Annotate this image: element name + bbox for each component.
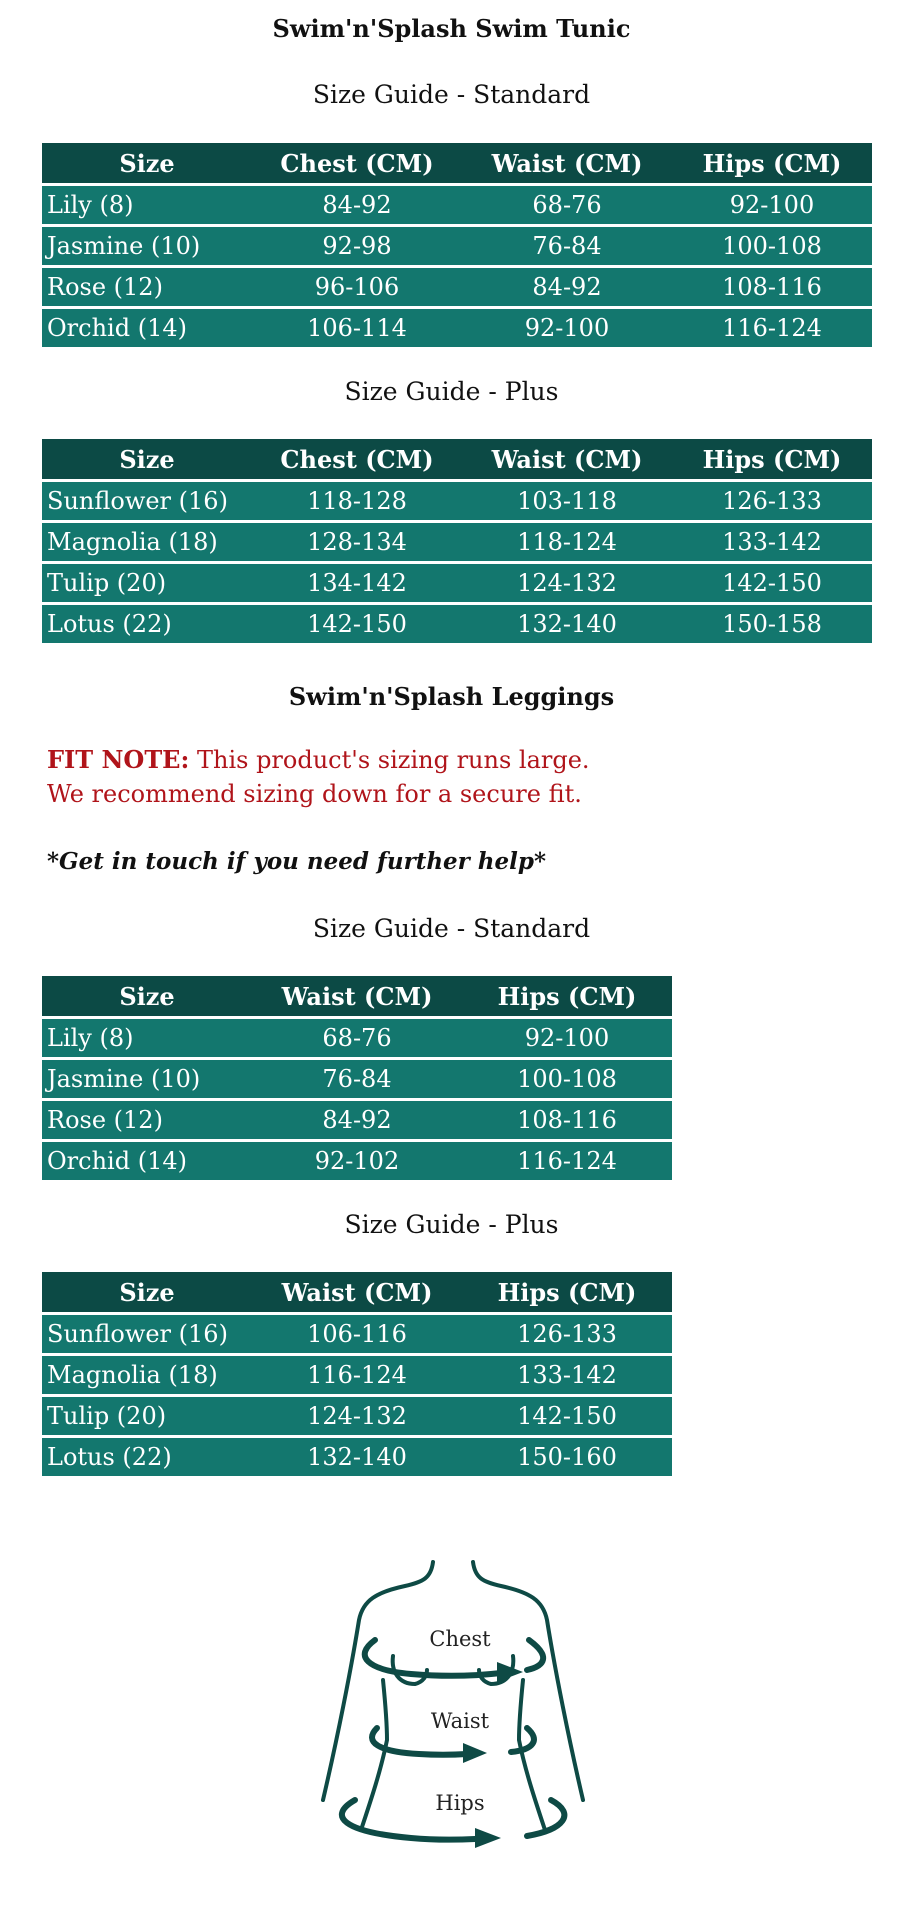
column-header: Size (42, 143, 252, 183)
waist-cell: 118-124 (462, 523, 672, 561)
hips-cell: 126-133 (462, 1315, 672, 1353)
size-cell: Lily (8) (42, 186, 252, 224)
column-header: Size (42, 976, 252, 1016)
waist-cell: 132-140 (252, 1438, 462, 1476)
left-waist-hip-line (361, 1680, 387, 1830)
size-cell: Orchid (14) (42, 1142, 252, 1180)
hips-cell: 142-150 (672, 564, 872, 602)
left-body-outline (323, 1562, 433, 1800)
waist-ring-side (511, 1728, 534, 1752)
column-header: Chest (CM) (252, 439, 462, 479)
table-row (42, 309, 872, 347)
size-cell: Sunflower (16) (42, 1315, 252, 1353)
waist-cell: 124-132 (462, 564, 672, 602)
waist-arrow-icon (463, 1743, 487, 1763)
hips-cell: 108-116 (672, 268, 872, 306)
size-cell: Tulip (20) (42, 564, 252, 602)
waist-cell: 124-132 (252, 1397, 462, 1435)
size-cell: Magnolia (18) (42, 1356, 252, 1394)
table-row (42, 227, 872, 265)
hips-cell: 108-116 (462, 1101, 672, 1139)
column-header: Size (42, 439, 252, 479)
hips-cell: 92-100 (672, 186, 872, 224)
column-header: Waist (CM) (252, 1272, 462, 1312)
waist-cell: 68-76 (252, 1019, 462, 1057)
leggings-standard-heading: Size Guide - Standard (312, 914, 591, 943)
table-row (42, 1438, 672, 1476)
chest-cell: 84-92 (252, 186, 462, 224)
waist-cell: 76-84 (462, 227, 672, 265)
hips-label: Hips (435, 1791, 485, 1815)
chest-cell: 106-114 (252, 309, 462, 347)
size-cell: Rose (12) (42, 1101, 252, 1139)
column-header: Hips (CM) (462, 976, 672, 1016)
help-text: *Get in touch if you need further help* (47, 848, 547, 875)
table-row (42, 1060, 672, 1098)
table-header-row (42, 976, 672, 1016)
tunic-standard-heading: Size Guide - Standard (312, 80, 591, 109)
hips-cell: 150-158 (672, 605, 872, 643)
table-row (42, 186, 872, 224)
waist-label: Waist (430, 1709, 490, 1733)
table-row (42, 1356, 672, 1394)
waist-cell: 76-84 (252, 1060, 462, 1098)
hips-cell: 133-142 (672, 523, 872, 561)
hips-cell: 142-150 (462, 1397, 672, 1435)
size-cell: Magnolia (18) (42, 523, 252, 561)
leggings-plus-heading: Size Guide - Plus (344, 1210, 559, 1239)
tunic-title: Swim'n'Splash Swim Tunic (272, 14, 631, 43)
size-cell: Jasmine (10) (42, 1060, 252, 1098)
tunic-standard-table (42, 140, 872, 350)
chest-arrow-icon (497, 1662, 523, 1682)
column-header: Hips (CM) (672, 143, 872, 183)
column-header: Waist (CM) (462, 439, 672, 479)
fit-note-label: FIT NOTE: (47, 745, 190, 774)
right-waist-hip-line (519, 1680, 545, 1830)
hips-cell: 116-124 (672, 309, 872, 347)
waist-cell: 84-92 (462, 268, 672, 306)
right-body-outline (473, 1562, 583, 1800)
body-outline (323, 1562, 583, 1830)
table-row (42, 523, 872, 561)
chest-cell: 134-142 (252, 564, 462, 602)
tunic-plus-heading: Size Guide - Plus (344, 377, 559, 406)
hips-cell: 150-160 (462, 1438, 672, 1476)
fit-note (47, 743, 847, 811)
body-measurement-diagram (315, 1560, 605, 1880)
table-row (42, 268, 872, 306)
table-row (42, 564, 872, 602)
size-cell: Sunflower (16) (42, 482, 252, 520)
size-cell: Tulip (20) (42, 1397, 252, 1435)
waist-cell: 92-100 (462, 309, 672, 347)
table-header-row (42, 439, 872, 479)
waist-cell: 106-116 (252, 1315, 462, 1353)
chest-cell: 96-106 (252, 268, 462, 306)
hips-arrow-icon (475, 1828, 501, 1848)
chest-cell: 92-98 (252, 227, 462, 265)
hips-cell: 133-142 (462, 1356, 672, 1394)
size-cell: Lily (8) (42, 1019, 252, 1057)
size-cell: Jasmine (10) (42, 227, 252, 265)
column-header: Hips (CM) (672, 439, 872, 479)
table-header-row (42, 143, 872, 183)
chest-cell: 118-128 (252, 482, 462, 520)
table-header-row (42, 1272, 672, 1312)
table-row (42, 605, 872, 643)
leggings-plus-table (42, 1269, 672, 1479)
waist-cell: 92-102 (252, 1142, 462, 1180)
size-cell: Rose (12) (42, 268, 252, 306)
leggings-standard-table (42, 973, 672, 1183)
chest-ring-side (527, 1640, 543, 1670)
leggings-title: Swim'n'Splash Leggings (288, 682, 615, 711)
waist-cell: 103-118 (462, 482, 672, 520)
column-header: Chest (CM) (252, 143, 462, 183)
chest-cell: 142-150 (252, 605, 462, 643)
size-cell: Lotus (22) (42, 1438, 252, 1476)
hips-cell: 116-124 (462, 1142, 672, 1180)
hips-ring-side (527, 1800, 564, 1836)
chest-cell: 128-134 (252, 523, 462, 561)
hips-cell: 100-108 (462, 1060, 672, 1098)
fit-note-line1: This product's sizing runs large. (196, 746, 590, 774)
column-header: Waist (CM) (252, 976, 462, 1016)
table-row (42, 1315, 672, 1353)
table-row (42, 482, 872, 520)
table-row (42, 1101, 672, 1139)
tunic-plus-table (42, 436, 872, 646)
column-header: Hips (CM) (462, 1272, 672, 1312)
table-row (42, 1397, 672, 1435)
waist-cell: 132-140 (462, 605, 672, 643)
column-header: Waist (CM) (462, 143, 672, 183)
size-cell: Lotus (22) (42, 605, 252, 643)
hips-cell: 126-133 (672, 482, 872, 520)
table-row (42, 1019, 672, 1057)
hips-cell: 92-100 (462, 1019, 672, 1057)
table-row (42, 1142, 672, 1180)
size-cell: Orchid (14) (42, 309, 252, 347)
column-header: Size (42, 1272, 252, 1312)
chest-label: Chest (429, 1627, 491, 1651)
hips-cell: 100-108 (672, 227, 872, 265)
waist-cell: 68-76 (462, 186, 672, 224)
waist-cell: 84-92 (252, 1101, 462, 1139)
waist-cell: 116-124 (252, 1356, 462, 1394)
fit-note-line2: We recommend sizing down for a secure fit. (47, 780, 582, 808)
